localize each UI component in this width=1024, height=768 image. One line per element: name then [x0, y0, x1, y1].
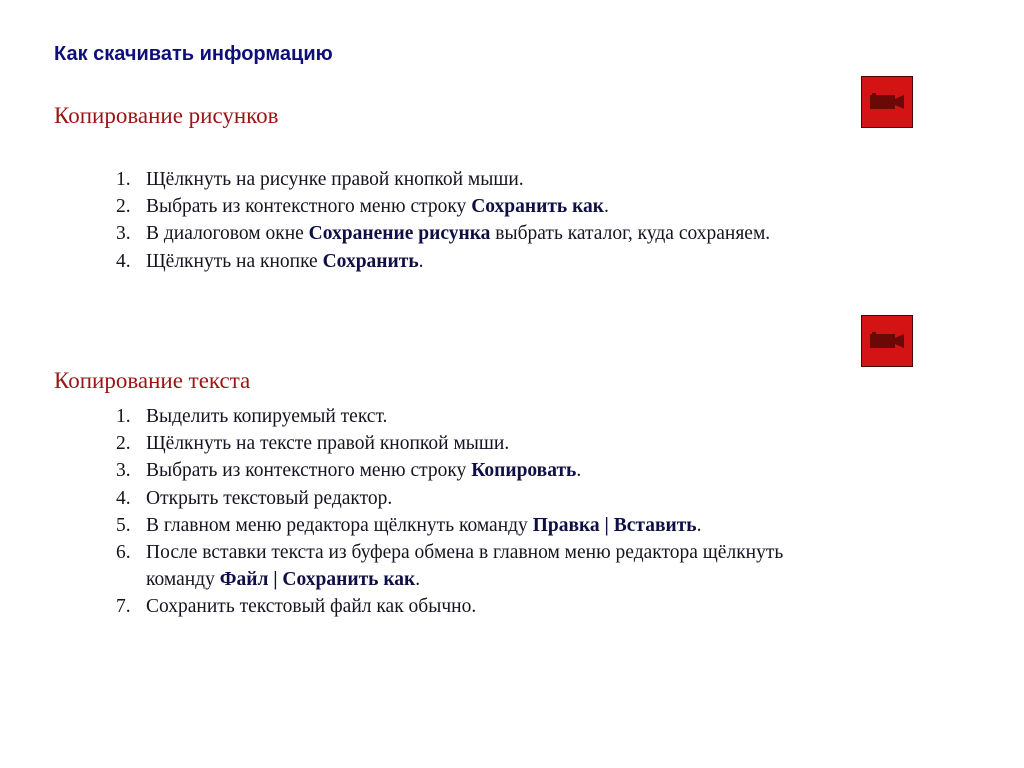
step-item: [116, 512, 816, 539]
section-heading-images: Копирование рисунков: [54, 103, 279, 128]
step-command-text: Сохранение рисунка: [308, 223, 491, 245]
step-number: 6.: [116, 542, 131, 564]
step-text: Выделить копируемый текст.: [146, 406, 388, 427]
step-command-text: Сохранить как: [471, 196, 605, 218]
step-text: Сохранить текстовый файл как обычно.: [146, 596, 477, 618]
step-number: 3.: [116, 223, 131, 245]
step-text: Щёлкнуть на кнопке: [146, 250, 323, 272]
step-text: .: [604, 196, 609, 218]
step-item: [116, 403, 816, 430]
step-item: [116, 248, 816, 275]
steps-list-images: [116, 166, 816, 275]
step-text: .: [415, 569, 421, 591]
step-number: 1.: [116, 406, 131, 427]
step-item: [116, 430, 816, 457]
section-heading-text: Копирование текста: [54, 368, 251, 393]
step-item: [116, 166, 816, 193]
step-text: В диалоговом окне: [146, 223, 309, 245]
step-text: Выбрать из контекстного меню строку: [146, 460, 472, 482]
step-number: 1.: [116, 169, 131, 190]
step-text: Выбрать из контекстного меню строку: [146, 196, 472, 218]
video-play-button[interactable]: [861, 315, 913, 367]
step-item: [116, 457, 816, 484]
video-camera-icon: [867, 330, 907, 352]
step-command-text: Сохранить: [322, 250, 419, 272]
steps-list-text: [116, 403, 816, 621]
step-text: выбрать каталог, куда сохраняем.: [490, 223, 771, 245]
step-text: Щёлкнуть на рисунке правой кнопкой мыши.: [146, 169, 524, 190]
step-text: .: [696, 514, 702, 536]
video-play-button[interactable]: [861, 76, 913, 128]
step-number: 3.: [116, 460, 131, 482]
step-number: 4.: [116, 250, 131, 272]
step-number: 2.: [116, 196, 131, 218]
step-item: [116, 485, 816, 512]
step-command-text: Файл | Сохранить как: [219, 569, 416, 591]
step-item: [116, 220, 816, 247]
step-text: .: [576, 460, 582, 482]
step-command-text: Правка | Вставить: [532, 514, 697, 536]
video-camera-icon: [867, 91, 907, 113]
step-item: [116, 193, 816, 220]
step-text: .: [418, 250, 424, 272]
step-text: Открыть текстовый редактор.: [146, 487, 393, 509]
step-text: В главном меню редактора щёлкнуть команду: [146, 514, 533, 536]
step-number: 5.: [116, 514, 131, 536]
step-text: После вставки текста из буфера обмена в главном меню редактора щёлкнуть команду: [146, 542, 784, 591]
step-number: 7.: [116, 596, 131, 618]
step-text: Щёлкнуть на тексте правой кнопкой мыши.: [146, 433, 510, 455]
step-item: [116, 593, 816, 620]
page-title: Как скачивать информацию: [54, 43, 333, 65]
step-item: [116, 539, 816, 593]
step-number: 2.: [116, 433, 131, 455]
step-number: 4.: [116, 487, 131, 509]
step-command-text: Копировать: [471, 460, 577, 482]
